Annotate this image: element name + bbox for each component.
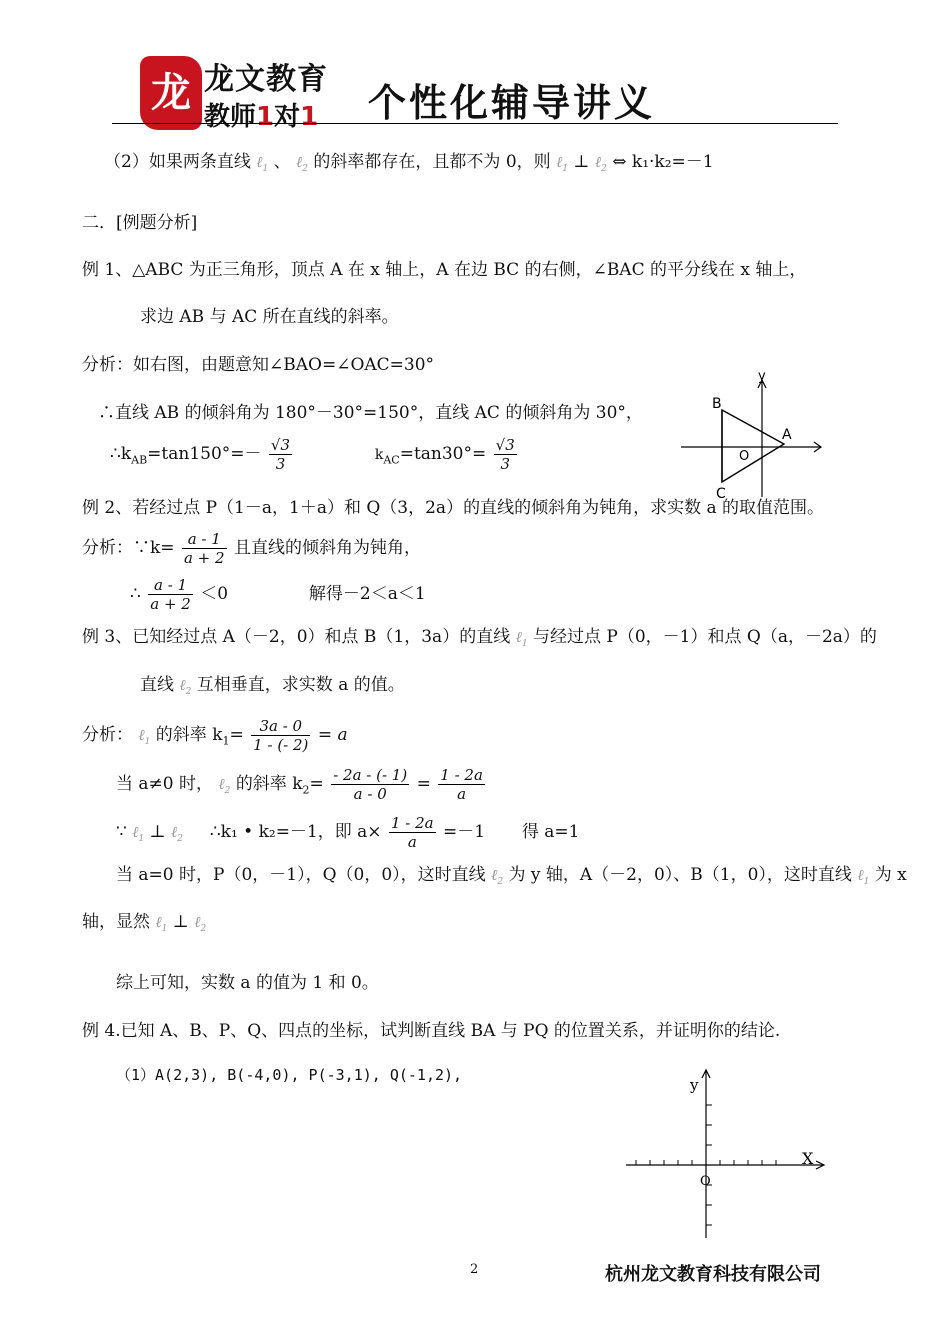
svg-text:X: X <box>802 1149 814 1168</box>
brand-tagline: 教师1对1 <box>204 102 319 132</box>
analysis1-slopes: $\therefore k_{AB}=\tan 150^\circ=-$ $\frac{√3}{3}$ $k_{AC}=\tan 30^\circ=$ $\frac{√3}{3}$ <box>110 436 515 473</box>
example1-text: 例 1、△ABC 为正三角形，顶点 A 在 x 轴上，A 在边 BC 的右侧，∠BAC 的平分线在 x 轴上， <box>82 260 807 280</box>
ell1-symbol: ℓ$_1$ <box>256 153 269 174</box>
example3-question: 直线 ℓ$_2$ 互相垂直，求实数 a 的值。 <box>140 675 405 697</box>
section-heading: 二．[例题分析] <box>82 213 198 233</box>
page-number: 2 <box>470 1262 479 1277</box>
svg-text:C: C <box>716 486 726 502</box>
company-name: 杭州龙文教育科技有限公司 <box>605 1264 821 1285</box>
example2-text: 例 2、若经过点 P（1－a，1＋a）和 Q（3，2a）的直线的倾斜角为钝角，求实数 a 的取值范围。 <box>82 498 825 518</box>
page-title: 个性化辅导讲义 <box>368 81 656 125</box>
example3-text: 例 3、已知经过点 A（－2，0）和点 B（1，3a）的直线 ℓ$_1$ 与经过点 P（0，－1）和点 Q（a，－2a）的 <box>82 627 877 649</box>
analysis3-line3: ∵ ℓ$_1$ ⊥ ℓ$_2$ ∴k₁ • k₂=－1，即 a× $\frac{1 - 2a}{a}$ =－1 得 a=1 <box>116 814 580 851</box>
brand-logo <box>140 52 330 132</box>
analysis3-line4: 当 a=0 时，P（0，－1），Q（0，0），这时直线 ℓ$_2$ 为 y 轴，A（－2，0）、B（1，0），这时直线 ℓ$_1$ 为 x <box>116 865 907 887</box>
example1-question: 求边 AB 与 AC 所在直线的斜率。 <box>140 307 399 327</box>
analysis3-line1: 分析： ℓ$_1$ 的斜率 $k_1=$ $\frac{3a - 0}{1 - (- 2)}$ = a <box>82 717 348 754</box>
analysis3-line5: 轴，显然 ℓ$_1$ ⊥ ℓ$_2$ <box>82 912 207 934</box>
svg-text:B: B <box>712 396 722 412</box>
svg-text:y: y <box>690 1076 699 1094</box>
triangle-figure <box>676 372 826 502</box>
svg-text:y: y <box>758 372 766 384</box>
brand-name: 龙文教育 <box>204 62 328 97</box>
coordinate-axes-figure <box>620 1064 830 1242</box>
analysis1-line2: ∴直线 AB 的倾斜角为 180°－30°=150°，直线 AC 的倾斜角为 30°， <box>98 403 643 423</box>
svg-text:O: O <box>700 1174 711 1189</box>
header-rule <box>112 123 838 124</box>
conclusion-line: 综上可知，实数 a 的值为 1 和 0。 <box>116 973 379 993</box>
analysis2-line1: 分析：∵k= $\frac{a - 1}{a + 2}$ 且直线的倾斜角为钝角， <box>82 530 421 567</box>
svg-text:O: O <box>739 449 750 464</box>
condition-line: （2）如果两条直线 ℓ$_1$ 、 ℓ$_2$ 的斜率都存在，且都不为 0，则 ℓ$_1$ ⊥ ℓ$_2$ ⇔ k₁·k₂=－1 <box>104 152 714 174</box>
analysis3-line2: 当 a≠0 时， ℓ$_2$ 的斜率 $k_2=$ $\frac{- 2a - (- 1)}{a - 0}$ = $\frac{1 - 2a}{a}$ <box>116 766 483 803</box>
logo-seal: 龙 <box>140 56 202 130</box>
example4-text: 例 4.已知 A、B、P、Q、四点的坐标，试判断直线 BA 与 PQ 的位置关系，并证明你的结论. <box>82 1021 781 1041</box>
example4-part1: （1）A(2,3), B(-4,0), P(-3,1), Q(-1,2), <box>116 1066 463 1084</box>
analysis2-line2: ∴ $\frac{a - 1}{a + 2}$ ＜0 解得－2＜a＜1 <box>130 576 426 613</box>
svg-text:A: A <box>782 427 792 443</box>
analysis1-line1: 分析：如右图，由题意知∠BAO=∠OAC=30° <box>82 355 435 375</box>
